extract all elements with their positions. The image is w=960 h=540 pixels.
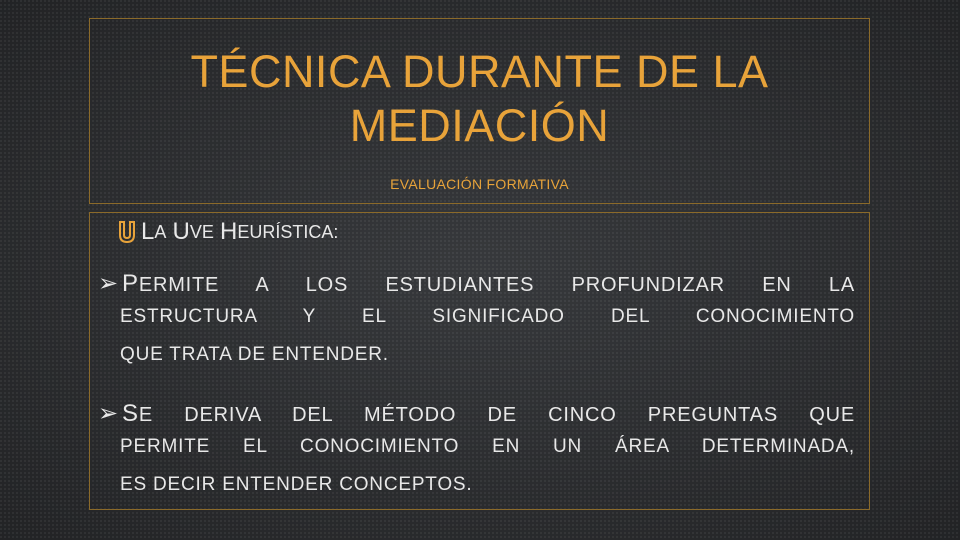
bullet-line-text: E DERIVA DEL MÉTODO DE CINCO PREGUNTAS QUE bbox=[138, 404, 855, 426]
content-box bbox=[89, 212, 870, 510]
section-heading bbox=[117, 218, 338, 246]
slide-title: TÉCNICA DURANTE DE LA MEDIACIÓN bbox=[190, 46, 769, 151]
slide-subtitle: EVALUACIÓN FORMATIVA bbox=[390, 176, 569, 192]
bullet-line-text: ESTRUCTURA Y EL SIGNIFICADO DEL CONOCIMIENTO bbox=[120, 306, 855, 327]
bullet-item bbox=[98, 269, 855, 374]
title-box bbox=[89, 18, 870, 204]
bullet-line-text: QUE TRATA DE ENTENDER. bbox=[120, 344, 389, 365]
arrow-bullet-icon: ➢ bbox=[98, 400, 119, 427]
bullet-line-text: ES DECIR ENTENDER CONCEPTOS. bbox=[120, 474, 473, 495]
heading-uve-small: VE bbox=[189, 221, 214, 242]
bullet-first-line bbox=[98, 399, 855, 428]
bullet-continuation bbox=[120, 298, 855, 374]
heading-la-small: A bbox=[154, 221, 167, 242]
bullet-item bbox=[98, 399, 855, 504]
heading-heuristica-small: EURÍSTICA: bbox=[237, 221, 339, 242]
bullet-first-line bbox=[98, 269, 855, 298]
heading-la-big: L bbox=[141, 218, 155, 245]
bullet-first-letter: S bbox=[122, 400, 139, 427]
uve-icon bbox=[117, 220, 137, 244]
heading-uve-big: U bbox=[172, 218, 190, 245]
bullet-continuation bbox=[120, 428, 855, 504]
arrow-bullet-icon: ➢ bbox=[98, 270, 119, 297]
bullet-line-text: ERMITE A LOS ESTUDIANTES PROFUNDIZAR EN LA bbox=[138, 274, 855, 296]
heading-heuristica-big: H bbox=[219, 218, 238, 245]
bullet-line-text: PERMITE EL CONOCIMIENTO EN UN ÁREA DETERMINADA, bbox=[120, 436, 855, 457]
bullet-first-letter: P bbox=[122, 270, 139, 297]
